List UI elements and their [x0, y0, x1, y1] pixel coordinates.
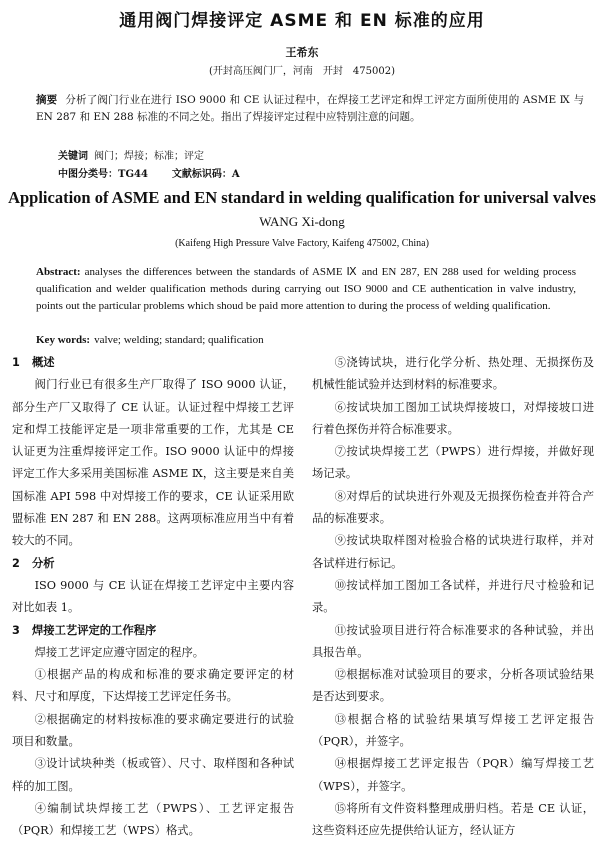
procedure-step: ⑪按试验项目进行符合标准要求的各种试验，并出具报告单。 — [312, 623, 594, 659]
english-keywords-text: valve; welding; standard; qualification — [94, 334, 264, 346]
english-affiliation: (Kaifeng High Pressure Valve Factory, Kaifeng 475002, China) — [175, 238, 429, 249]
procedure-step: ⑬根据合格的试验结果填写焊接工艺评定报告（PQR），并签字。 — [312, 712, 594, 749]
english-abstract — [36, 264, 576, 316]
section-2-heading: 2 分析 — [12, 556, 55, 570]
procedure-step: ⑭根据焊接工艺评定报告（PQR）编写焊接工艺（WPS），并签字。 — [312, 757, 594, 793]
procedure-step: ⑦按试块焊接工艺（PWPS）进行焊接，并做好现场记录。 — [312, 445, 594, 481]
chinese-author: 王希东 — [285, 46, 319, 59]
procedure-step: ⑮将所有文件资料整理成册归档。若是 CE 认证，这些资料还应先提供给认证方，经认证方 — [312, 801, 594, 838]
english-keywords-label: Key words: — [36, 334, 91, 346]
chinese-affiliation: (开封高压阀门厂，河南 开封 475002) — [209, 66, 395, 77]
section-3-heading: 3 焊接工艺评定的工作程序 — [12, 623, 157, 637]
chinese-abstract — [36, 92, 584, 126]
chinese-keywords — [58, 147, 204, 162]
english-keywords — [36, 334, 264, 346]
procedure-step: ⑫根据标准对试验项目的要求，分析各项试验结果是否达到要求。 — [312, 668, 594, 704]
section-1-paragraph: 阀门行业已有很多生产厂取得了 ISO 9000 认证，部分生产厂又取得了 CE 认证。认证过程中焊接工艺评定和焊工技能评定是一项非常重要的工作，尤其是 CE 认证更为注重焊接评定工作。ISO 9000 认证中的焊接评定工作大多采用美国标准 ASME Ⅸ，这主要是来自美国标准 API 598 中对焊接工作的要求，CE 认证采用欧盟标准 EN 287 和 EN 288。这两项标准应用当中有着较大的不同。 — [12, 378, 294, 548]
clc-label: 中图分类号： — [58, 169, 118, 180]
chinese-abstract-text: 分析了阀门行业在进行 ISO 9000 和 CE 认证过程中，在焊接工艺评定和焊工评定方面所使用的 ASME Ⅸ 与 EN 287 和 EN 288 标准的不同之处。指出了焊接评定过程中应特别注意的问题。 — [36, 94, 584, 123]
english-abstract-label: Abstract: — [36, 266, 81, 278]
doc-code-value: A — [231, 169, 240, 180]
procedure-step: ⑨按试块取样图对检验合格的试块进行取样，并对各试样进行标记。 — [312, 534, 594, 570]
section-1-heading: 1 概述 — [12, 356, 55, 369]
english-author: WANG Xi-dong — [259, 214, 345, 229]
procedure-step: ④编制试块焊接工艺（PWPS）、工艺评定报告（PQR）和焊接工艺（WPS）格式。 — [12, 801, 294, 838]
chinese-abstract-label: 摘要 — [36, 94, 58, 106]
chinese-classification — [58, 165, 240, 180]
section-3-intro: 焊接工艺评定应遵守固定的程序。 — [34, 645, 205, 659]
chinese-keywords-label: 关键词 — [58, 151, 88, 162]
procedure-step: ③设计试块种类（板或管）、尺寸、取样图和各种试样的加工图。 — [12, 757, 294, 793]
procedure-step: ⑧对焊后的试块进行外观及无损探伤检查并符合产品的标准要求。 — [312, 489, 594, 526]
section-2-paragraph: ISO 9000 与 CE 认证在焊接工艺评定中主要内容对比如表 1。 — [12, 578, 294, 615]
chinese-title: 通用阀门焊接评定 ASME 和 EN 标准的应用 — [119, 11, 485, 31]
english-title: Application of ASME and EN standard in welding qualification for universal valves — [8, 188, 596, 207]
procedure-step: ⑩按试样加工图加工各试样，并进行尺寸检验和记录。 — [312, 578, 594, 615]
procedure-step: ⑤浇铸试块，进行化学分析、热处理、无损探伤及机械性能试验并达到材料的标准要求。 — [312, 356, 594, 392]
body-left-column — [12, 352, 294, 843]
procedure-step: ①根据产品的构成和标准的要求确定要评定的材料、尺寸和厚度，下达焊接工艺评定任务书。 — [12, 668, 294, 704]
english-abstract-text: analyses the differences between the standards of ASME Ⅸ and EN 287, EN 288 used for welding process qualification and welder qualification methods during carrying out ISO 9000 and CE authentication in valve industry, points out the particular problems which shoud be paid more attention to during the process of welding qualification. — [36, 266, 576, 313]
body-right-column — [312, 352, 594, 843]
procedure-step: ⑥按试块加工图加工试块焊接坡口，对焊接坡口进行着色探伤并符合标准要求。 — [312, 400, 594, 436]
doc-code-label: 文献标识码： — [171, 169, 232, 180]
procedure-step: ②根据确定的材料按标准的要求确定要进行的试验项目和数量。 — [12, 712, 294, 749]
clc-value: TG44 — [118, 169, 148, 180]
chinese-keywords-text: 阀门；焊接；标准；评定 — [94, 151, 204, 162]
